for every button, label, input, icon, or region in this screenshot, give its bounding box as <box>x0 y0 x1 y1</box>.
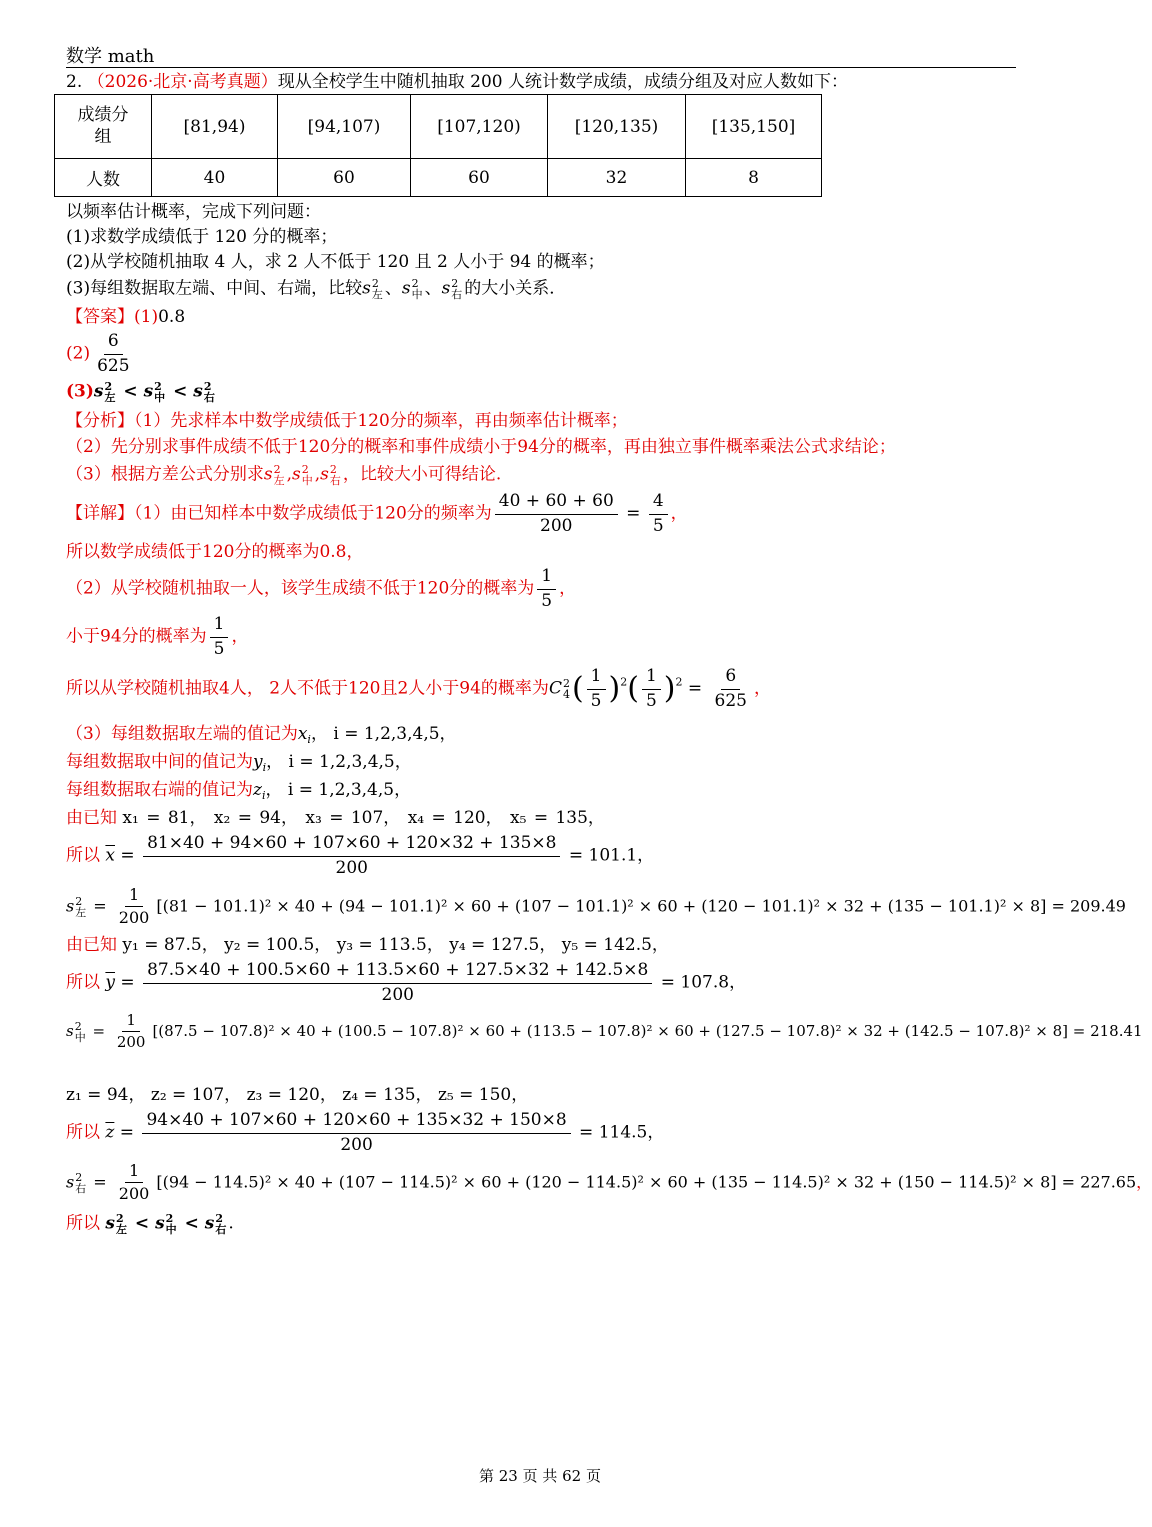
table-cell: [120,135) <box>548 95 686 159</box>
analysis-1: 【分析】（1）先求样本中数学成绩低于120分的频率，再由频率估计概率； <box>66 411 628 431</box>
question-source: （2026·北京·高考真题） <box>87 72 278 92</box>
detail-5: 所以从学校随机抽取4人， 2人不低于120且2人小于94的概率为C 2 4 ( $\frac{1}{5}$ )$^2$( $\frac{1}{5}$ )$^2$ = $\frac{6}{625}$ ， <box>66 666 771 711</box>
score-table <box>54 94 822 197</box>
detail-6: （3）每组数据取左端的值记为$x_i$， i = 1,2,3,4,5， <box>66 724 457 746</box>
table-cell: [107,120) <box>411 95 548 159</box>
table-cell: [135,150] <box>686 95 822 159</box>
analysis-2: （2）先分别求事件成绩不低于120分的概率和事件成绩小于94分的概率，再由独立事件概率乘法公式求结论； <box>66 437 896 457</box>
answer-1: 【答案】(1)0.8 <box>66 307 186 327</box>
analysis-label: 【分析】 <box>66 411 134 431</box>
question-text: 现从全校学生中随机抽取 200 人统计数学成绩，成绩分组及对应人数如下： <box>277 72 848 92</box>
detail-z-values: z₁ = 94， z₂ = 107， z₃ = 120， z₄ = 135， z₅ = 150， <box>66 1085 529 1105</box>
detail-conclusion: 所以 s 2 左 < s 2 中 < s 2 右 . <box>66 1212 234 1236</box>
answer-3: (3)s 2 左 < s 2 中 < s 2 右 <box>66 380 215 404</box>
table-cell: 60 <box>411 159 548 197</box>
question-2: (2)从学校随机抽取 4 人，求 2 人不低于 120 且 2 人小于 94 的概率； <box>66 252 605 272</box>
detail-8: 每组数据取右端的值记为$z_i$， i = 1,2,3,4,5， <box>66 780 412 802</box>
detail-s-right: s 2 右 = $\frac{1}{200}$ [(94 − 114.5)² × 40 + (107 − 114.5)² × 60 + (120 − 114.5)² × 60 + (135 − 114.5)² × 32 + (150 − 114.5)² × 8] = 227.65， <box>66 1161 1152 1204</box>
row-header-groups: 成绩分组 <box>55 95 152 159</box>
table-cell: [94,107) <box>278 95 411 159</box>
page-footer: 第 23 页 共 62 页 <box>478 1467 601 1485</box>
detail-s-mid: s 2 中 = $\frac{1}{200}$ [(87.5 − 107.8)² × 40 + (100.5 − 107.8)² × 60 + (113.5 − 107.8)² × 60 + (127.5 − 107.8)² × 32 + (142.5 − 107.8)² × 8] = 218.41 <box>66 1011 1143 1052</box>
answer-label: 【答案】 <box>66 307 134 327</box>
header-rule <box>66 67 1016 68</box>
table-cell: 8 <box>686 159 822 197</box>
table-cell: [81,94) <box>152 95 278 159</box>
table-cell: 40 <box>152 159 278 197</box>
detail-x-values: 由已知 x₁ = 81， x₂ = 94， x₃ = 107， x₄ = 120， x₅ = 135， <box>66 808 605 828</box>
detail-1: 【详解】（1）由已知样本中数学成绩低于120分的频率为 $\frac{40 + 60 + 60}{200}$ = $\frac{4}{5}$ ， <box>66 491 688 536</box>
table-cell: 32 <box>548 159 686 197</box>
detail-label: 【详解】 <box>66 503 134 524</box>
detail-3: （2）从学校随机抽取一人，该学生成绩不低于120分的概率为 $\frac{1}{5}$ ， <box>66 566 577 611</box>
detail-z-mean: 所以 $\overline{z}$ = $\frac{94\times 40 + 107\times 60 + 120\times 60 + 135\times 32 + 150\times 8}{200}$ = 114.5， <box>66 1110 665 1155</box>
row-header-counts: 人数 <box>55 159 152 197</box>
answer-2: (2) $\frac{6}{625}$ <box>66 331 130 376</box>
table-row <box>55 95 822 159</box>
detail-y-mean: 所以 $\overline{y}$ = $\frac{87.5\times 40 + 100.5\times 60 + 113.5\times 60 + 127.5\times 32 + 142.5\times 8}{200}$ = 107.8， <box>66 960 747 1005</box>
detail-s-left: s 2 左 = $\frac{1}{200}$ [(81 − 101.1)² × 40 + (94 − 101.1)² × 60 + (107 − 101.1)² × 60 + (120 − 101.1)² × 32 + (135 − 101.1)² × 8] = 209.49 <box>66 885 1126 928</box>
question-stem <box>66 72 848 92</box>
question-number: 2. <box>66 72 83 92</box>
intro-text: 以频率估计概率，完成下列问题： <box>66 202 321 222</box>
detail-y-values: 由已知 y₁ = 87.5， y₂ = 100.5， y₃ = 113.5， y₄ = 127.5， y₅ = 142.5， <box>66 935 669 955</box>
table-cell: 60 <box>278 159 411 197</box>
detail-2: 所以数学成绩低于120分的概率为0.8， <box>66 542 364 562</box>
detail-7: 每组数据取中间的值记为$y_i$， i = 1,2,3,4,5， <box>66 752 412 774</box>
detail-4: 小于94分的概率为 $\frac{1}{5}$ ， <box>66 614 249 659</box>
table-row <box>55 159 822 197</box>
question-3: (3)每组数据取左端、中间、右端，比较s 2 左 、s 2 中 、s 2 右 的大小关系． <box>66 277 567 301</box>
question-1: (1)求数学成绩低于 120 分的概率； <box>66 227 338 247</box>
analysis-3: （3）根据方差公式分别求s 2 左 ,s 2 中 ,s 2 右 ，比较大小可得结论. <box>66 463 502 487</box>
page-header: 数学 math <box>66 46 155 67</box>
detail-x-mean: 所以 $\overline{x}$ = $\frac{81\times 40 + 94\times 60 + 107\times 60 + 120\times 32 + 135\times 8}{200}$ = 101.1， <box>66 833 655 878</box>
